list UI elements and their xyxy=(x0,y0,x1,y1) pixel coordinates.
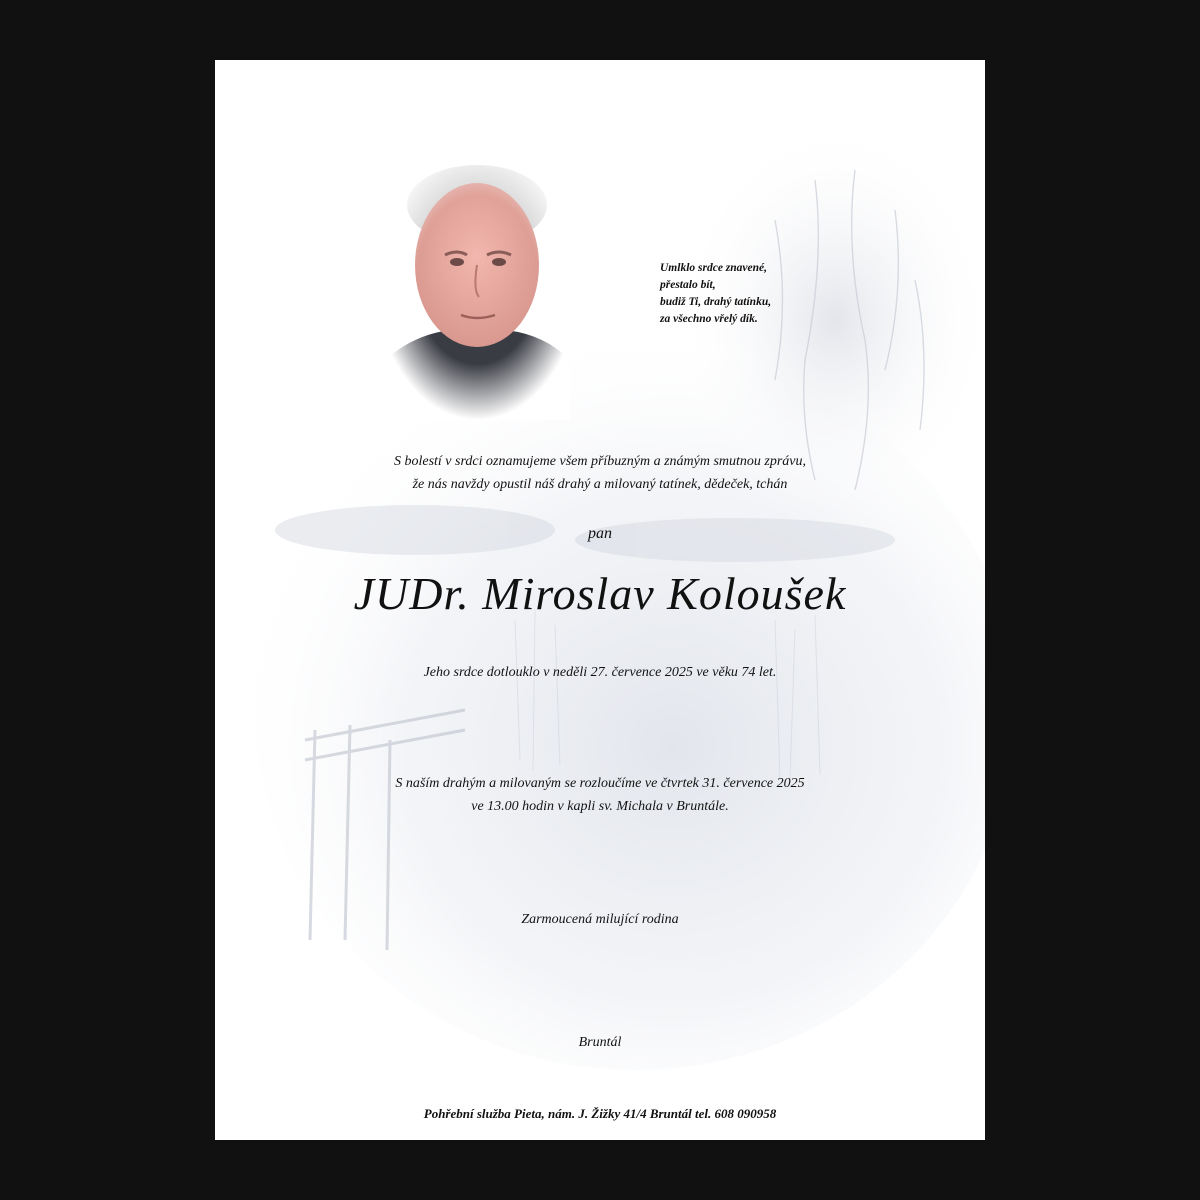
death-notice: Jeho srdce dotlouklo v neděli 27. července 2025 ve věku 74 let. xyxy=(423,665,777,680)
funeral-service-footer: Pohřební služba Pieta, nám. J. Žižky 41/4 Bruntál tel. 608 090958 xyxy=(423,1106,777,1121)
farewell-line: ve 13.00 hodin v kapli sv. Michala v Bruntále. xyxy=(471,799,729,814)
memorial-poem xyxy=(660,260,771,328)
salutation: pan xyxy=(588,525,612,542)
announcement-intro xyxy=(215,450,985,496)
poem-line: přestalo bít, xyxy=(660,279,716,291)
intro-line: S bolestí v srdci oznamujeme všem příbuzným a známým smutnou zprávu, xyxy=(393,454,807,469)
farewell-details xyxy=(215,772,985,818)
farewell-line: S naším drahým a milovaným se rozloučíme ve čtvrtek 31. července 2025 xyxy=(395,776,805,791)
deceased-name: JUDr. Miroslav Koloušek xyxy=(353,568,847,619)
poem-line: budiž Ti, drahý tatínku, xyxy=(660,296,772,308)
poem-line: za všechno vřelý dík. xyxy=(660,313,758,325)
intro-line: že nás navždy opustil náš drahý a milovaný tatínek, dědeček, tchán xyxy=(412,477,788,492)
obituary-sheet xyxy=(215,60,985,1140)
poem-line: Umlklo srdce znavené, xyxy=(660,262,768,274)
place-name: Bruntál xyxy=(578,1035,622,1050)
family-signature: Zarmoucená milující rodina xyxy=(521,912,679,927)
portrait-photo xyxy=(385,165,570,420)
